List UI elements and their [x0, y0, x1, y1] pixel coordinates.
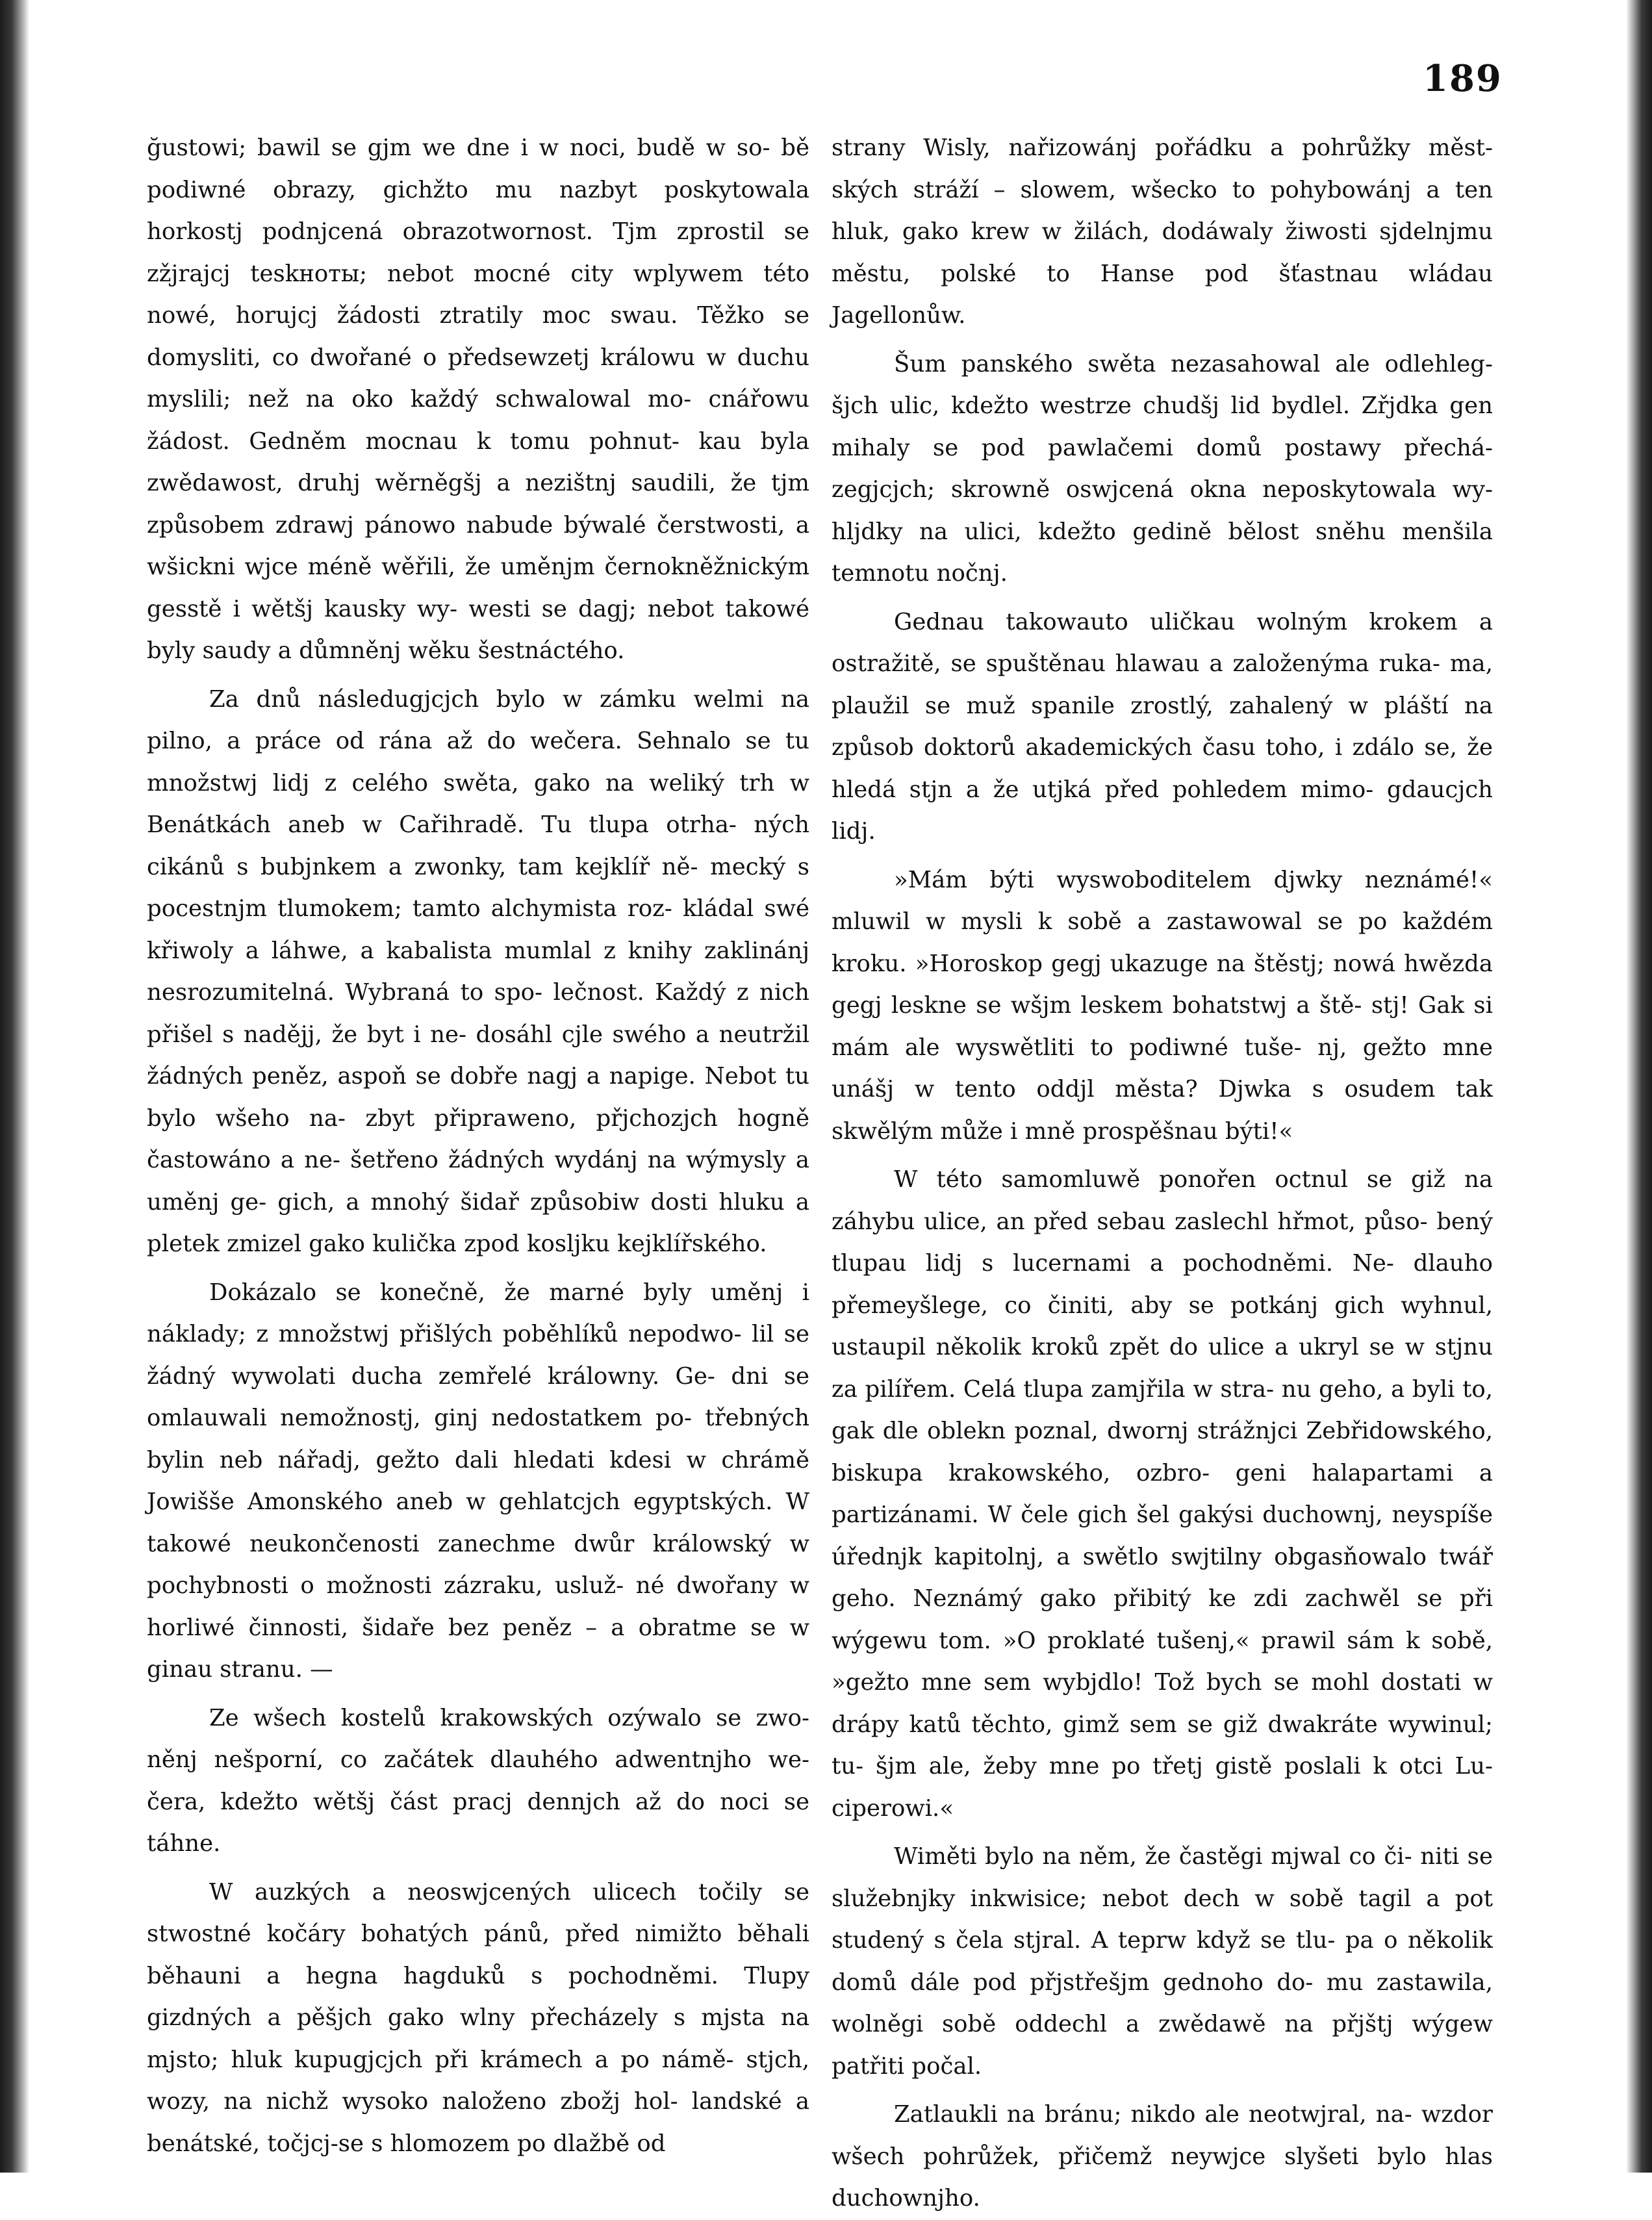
paragraph: Ze wšech kostelů krakowských ozýwalo se zwo- něnj nešporní, co začátek dlauhého adwentnjho we- čera, kdežto wětšj část pracj dennjch až do noci se táhne.: [147, 1704, 809, 1857]
paragraph: W auzkých a neoswjcených ulicech točily se stwostné kočáry bohatých pánů, před nimižto běhali běhauni a hegna hagduků s pochodněmi. Tlupy gizdných a pěšjch gako wlny přecházely s mjsta na mjsto; hluk kupugjcjch při krámech a po námě- stjch, wozy, na nichž wysoko naloženo zbožj hol- landské a benátské, točjcj-se s hlomozem po dlažbě od: [147, 1878, 809, 2157]
paragraph: Šum panského swěta nezasahowal ale odlehleg- šjch ulic, kdežto westrze chudšj lid bydlel. Zřjdka gen mihaly se pod pawlačemi domů postawy přechá- zegjcjch; skrowně oswjcená okna neposkytowala wy- hljdky na ulici, kdežto gedině bělost sněhu menšila temnotu nočnj.: [832, 350, 1493, 587]
paragraph: Zatlaukli na bránu; nikdo ale neotwjral, na- wzdor wšech pohrůžek, přičemž neywjce slyšeti bylo hlas duchownjho.: [832, 2101, 1493, 2212]
paragraph: Wiměti bylo na něm, že častěgi mjwal co či- niti se služebnjky inkwisice; nebot dech w sobě tagil a pot studený s čela stjral. A teprw když se tlu- pa o několik domů dále pod přjstřešjm gednoho do- mu zastawila, wolněgi sobě oddechl a zwědawě na přjštj wýgew patřiti počal.: [832, 1843, 1493, 2080]
left-column: [147, 127, 809, 2157]
right-column: [832, 127, 1493, 2212]
scan-right-edge-shadow: [1626, 0, 1652, 2173]
scan-left-edge-shadow: [0, 0, 29, 2173]
paragraph: Gednau takowauto uličkau wolným krokem a ostražitě, se spuštěnau hlawau a založenýma ruka- ma, plaužil se muž spanile zrostlý, zahalený w pláští na způsob doktorů akademických času toho, i zdálo se, že hledá stjn a že utjká před pohledem mimo- gdaucjch lidj.: [832, 608, 1493, 845]
paragraph: »Mám býti wyswoboditelem djwky neznámé!« mluwil w mysli k sobě a zastawowal se po každém kroku. »Horoskop gegj ukazuge na štěstj; nowá hwězda gegj leskne se wšjm leskem bohatstwj a ště- stj! Gak si mám ale wyswětliti to podiwné tuše- nj, gežto mne unášj w tento oddjl města? Djwka s osudem tak skwělým může i mně prospěšnau býti!«: [832, 866, 1493, 1145]
page-number: 189: [1423, 57, 1503, 100]
paragraph: Dokázalo se konečně, že marné byly uměnj i náklady; z množstwj přišlých poběhlíků nepodwo- lil se žádný wywolati ducha zemřelé králowny. Ge- dni se omlauwali nemožnostj, ginj nedostatkem po- třebných bylin neb nářadj, gežto dali hledati kdesi w chrámě Jowišše Amonského aneb w gehlatcjch egyptských. W takowé neukončenosti zanechme dwůr králowský w pochybnosti o možnosti zázraku, usluž- né dwořany w horliwé činnosti, šidaře bez peněz – a obratme se w ginau stranu. —: [147, 1279, 809, 1683]
paragraph: ğustowi; bawil se gjm we dne i w noci, budě w so- bě podiwné obrazy, gichžto mu nazbyt poskytowala horkostj podnjcená obrazotwornost. Tjm zprostil se zžjrajcj teskноты; nebot mocné city wplywem této nowé, horujcj žádosti ztratily moc swau. Těžko se domysliti, co dwořané o předsewzetj králowu w duchu myslili; než na oko každý schwalowal mo- cnářowu žádost. Gedněm mocnau k tomu pohnut- kau byla zwědawost, druhj wěrněgšj a nezištnj saudili, že tjm způsobem zdrawj pánowo nabude býwalé čerstwosti, a wšickni wjce méně wěřili, že uměnjm černokněžnickým gesstě i wětšj kausky wy- westi se dagj; nebot takowé byly saudy a důmněnj wěku šestnáctého.: [147, 134, 809, 664]
paragraph: Za dnů následugjcjch bylo w zámku welmi na pilno, a práce od rána až do wečera. Sehnalo se tu množstwj lidj z celého swěta, gako na weliký trh w Benátkách aneb w Cařihradě. Tu tlupa otrha- ných cikánů s bubjnkem a zwonky, tam kejklíř ně- mecký s pocestnjm tlumokem; tamto alchymista roz- kládal swé křiwoly a láhwe, a kabalista mumlal z knihy zaklinánj nesrozumitelná. Wybraná to spo- lečnost. Každý z nich přišel s nadějj, že byt i ne- dosáhl cjle swého a neutržil žádných peněz, aspoň se dobře nagj a napige. Nebot tu bylo wšeho na- zbyt připraweno, přjchozjch hogně častowáno a ne- šetřeno žádných wydánj na wýmysly a uměnj ge- gich, a mnohý šidař způsobiw dosti hluku a pletek zmizel gako kulička zpod kosljku kejklířského.: [147, 685, 809, 1257]
paragraph: W této samomluwě ponořen octnul se giž na záhybu ulice, an před sebau zaslechl hřmot, půso- bený tlupau lidj s lucernami a pochodněmi. Ne- dlauho přemeyšlege, co činiti, aby se potkánj gich wyhnul, ustaupil několik kroků zpět do ulice a ukryl se w stjnu za pilířem. Celá tlupa zamjřila w stra- nu geho, a byli to, gak dle oblekn poznal, dwornj strážnjci Zebřidowského, biskupa krakowského, ozbro- geni halapartami a partizánami. W čele gich šel gakýsi duchownj, neyspíše úřednjk kapitolnj, a swětlo swjtilny obgasňowalo twář geho. Neznámý gako přibitý ke zdi zachwěl se při wýgewu tom. »O proklaté tušenj,« prawil sám k sobě, »gežto mne sem wybjdlo! Tož bych se mohl dostati w drápy katů těchto, gimž sem se giž dwakráte wywinul; tu- šjm ale, žeby mne po třetj gistě poslali k otci Lu- ciperowi.«: [832, 1166, 1493, 1822]
paragraph: strany Wisly, nařizowánj pořádku a pohrůžky měst- ských stráží – slowem, wšecko to pohybowánj a ten hluk, gako krew w žilách, dodáwaly žiwosti sjdelnjmu městu, polské to Hanse pod šťastnau wládau Jagellonůw.: [832, 134, 1493, 329]
